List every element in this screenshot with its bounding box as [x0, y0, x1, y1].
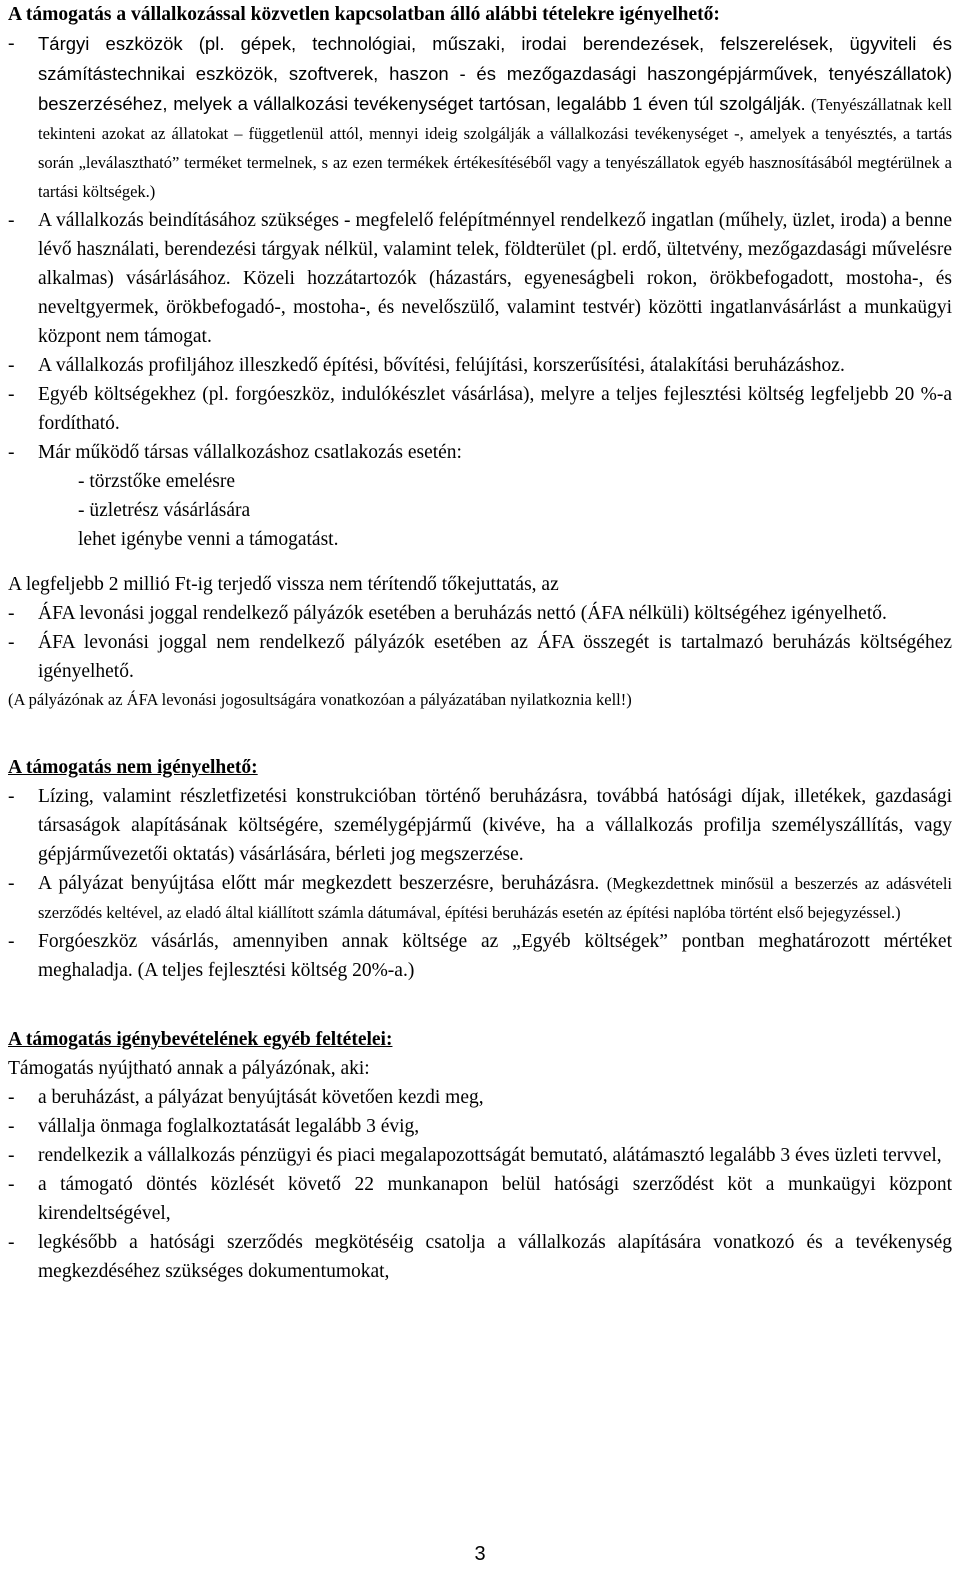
list-item-text: ÁFA levonási joggal nem rendelkező pályázók esetében az ÁFA összegét is tartalmazó beruházás költségéhez igényelhető. — [38, 632, 952, 682]
list-item-text: legkésőbb a hatósági szerződés megkötéséig csatolja a vállalkozás alapítására vonatkozó és a tevékenység megkezdéséhez szükséges dokumentumokat, — [38, 1232, 952, 1282]
list-item-text — [38, 869, 952, 927]
list-dash: - — [8, 1145, 15, 1166]
list-item — [8, 782, 952, 869]
list-item-text: A vállalkozás beindításához szükséges - megfelelő felépítménnyel rendelkező ingatlan (műhely, üzlet, iroda) a benne lévő használati, berendezési tárgyak nélkül, valamint telek, földterület (pl. erdő, ültetvény, mezőgazdasági művelésre alkalmas) vásárlásához. Közeli hozzátartozók (házastárs, egyeneságbeli rokon, örökbefogadott, mostoha-, és neveltgyermek, örökbefogadó-, mostoha-, és nevelőszülő, valamint testvér) közötti ingatlanvásárlást a munkaügyi központ nem támogat. — [38, 210, 952, 347]
list-item — [8, 1228, 952, 1286]
list-item — [8, 628, 952, 686]
list-item-text: Egyéb költségekhez (pl. forgóeszköz, indulókészlet vásárlása), melyre a teljes fejlesztési költség legfeljebb 20 %-a fordítható. — [38, 384, 952, 434]
list-item-text: A vállalkozás profiljához illeszkedő építési, bővítési, felújítási, korszerűsítési, átalakítási beruházáshoz. — [38, 355, 845, 376]
list-dash: - — [8, 931, 15, 952]
list-item — [8, 1170, 952, 1228]
list-dash: - — [8, 1174, 15, 1195]
list-item — [8, 1083, 952, 1112]
vat-note: (A pályázónak az ÁFA levonási jogosultságára vonatkozóan a pályázatában nyilatkoznia kell!) — [8, 690, 632, 709]
list-dash: - — [8, 210, 15, 231]
list-item-text — [38, 29, 952, 206]
item-main-text: A pályázat benyújtása előtt már megkezdett beszerzésre, beruházásra. — [38, 873, 600, 894]
sub-item: - törzstőke emelésre — [78, 471, 236, 492]
document-page — [8, 0, 952, 1286]
list-item-text: rendelkezik a vállalkozás pénzügyi és piaci megalapozottságát bemutató, alátámasztó legalább 3 éves üzleti tervvel, — [38, 1145, 942, 1166]
list-item — [8, 599, 952, 628]
list-item — [8, 438, 952, 554]
list-dash: - — [8, 1116, 15, 1137]
list-dash: - — [8, 786, 15, 807]
list-dash: - — [8, 355, 15, 376]
item-main-text: Tárgyi eszközök (pl. gépek, technológiai, műszaki, irodai berendezések, felszerelések, ügyviteli és számítástechnikai eszközök, szoftverek, haszon - és mezőgazdasági haszongépjárművek, tenyészállatok) beszerzéséhez, melyek a vállalkozási tevékenységet tartósan, legalább 1 éven túl szolgálják. — [38, 33, 952, 114]
list-dash: - — [8, 33, 15, 54]
list-item — [8, 206, 952, 351]
item-note-text: (Megkezdettnek minősül a beszerzés az adásvételi szerződés keltével, az eladó által kiállított számla dátumával, építési beruházás esetén az építési naplóba történt első bejegyzéssel.) — [38, 874, 952, 922]
list-dash: - — [8, 1087, 15, 1108]
grant-intro: A legfeljebb 2 millió Ft-ig terjedő vissza nem térítendő tőkejuttatás, az — [8, 574, 559, 595]
list-item — [8, 927, 952, 985]
list-item — [8, 869, 952, 927]
section-heading-other-conditions: A támogatás igénybevételének egyéb feltételei: — [8, 1029, 393, 1050]
list-item-text: vállalja önmaga foglalkoztatását legalább 3 évig, — [38, 1116, 420, 1137]
page-number: 3 — [474, 1543, 486, 1565]
section-heading-not-eligible: A támogatás nem igényelhető: — [8, 757, 258, 778]
list-item-text: a beruházást, a pályázat benyújtását követően kezdi meg, — [38, 1087, 484, 1108]
item-note-text: (Tenyészállatnak kell tekinteni azokat az állatokat – függetlenül attól, mennyi ideig szolgálják a vállalkozási tevékenységet -, amelyek a tenyésztés, a tartás során „leválasztható” terméket termelnek, s az ezen termékek értékesítéséből vagy a tenyészállatok egyéb hasznosításából megtérülnek a tartási költségek.) — [38, 95, 953, 201]
list-dash: - — [8, 632, 15, 653]
list-dash: - — [8, 384, 15, 405]
list-dash: - — [8, 442, 15, 463]
list-dash: - — [8, 1232, 15, 1253]
list-item — [8, 1141, 952, 1170]
item-main-text: Már működő társas vállalkozáshoz csatlakozás esetén: — [38, 442, 462, 463]
sub-item: lehet igénybe venni a támogatást. — [78, 529, 339, 550]
list-item — [8, 1112, 952, 1141]
list-dash: - — [8, 603, 15, 624]
list-item-text — [38, 438, 952, 554]
section-heading-eligible-items: A támogatás a vállalkozással közvetlen kapcsolatban álló alábbi tételekre igényelhető: — [8, 4, 720, 25]
list-item — [8, 29, 952, 206]
list-item-text: Forgóeszköz vásárlás, amennyiben annak költsége az „Egyéb költségek” pontban meghatározott mértéket meghaladja. (A teljes fejlesztési költség 20%-a.) — [38, 931, 952, 981]
list-item — [8, 351, 952, 380]
conditions-intro: Támogatás nyújtható annak a pályázónak, aki: — [8, 1058, 370, 1079]
list-item-text: a támogató döntés közlését követő 22 munkanapon belül hatósági szerződést köt a munkaügyi központ kirendeltségével, — [38, 1174, 952, 1224]
sub-item: - üzletrész vásárlására — [78, 500, 251, 521]
list-dash: - — [8, 873, 15, 894]
list-item-text: ÁFA levonási joggal rendelkező pályázók esetében a beruházás nettó (ÁFA nélküli) költségéhez igényelhető. — [38, 603, 887, 624]
list-item-text: Lízing, valamint részletfizetési konstrukcióban történő beruházásra, továbbá hatósági díjak, illetékek, gazdasági társaságok alapításának költségére, személygépjármű (kivéve, ha a vállalkozás profilja személyszállítás, vagy gépjárművezetői oktatás) vásárlására, bérleti jog megszerzése. — [38, 786, 952, 865]
list-item — [8, 380, 952, 438]
